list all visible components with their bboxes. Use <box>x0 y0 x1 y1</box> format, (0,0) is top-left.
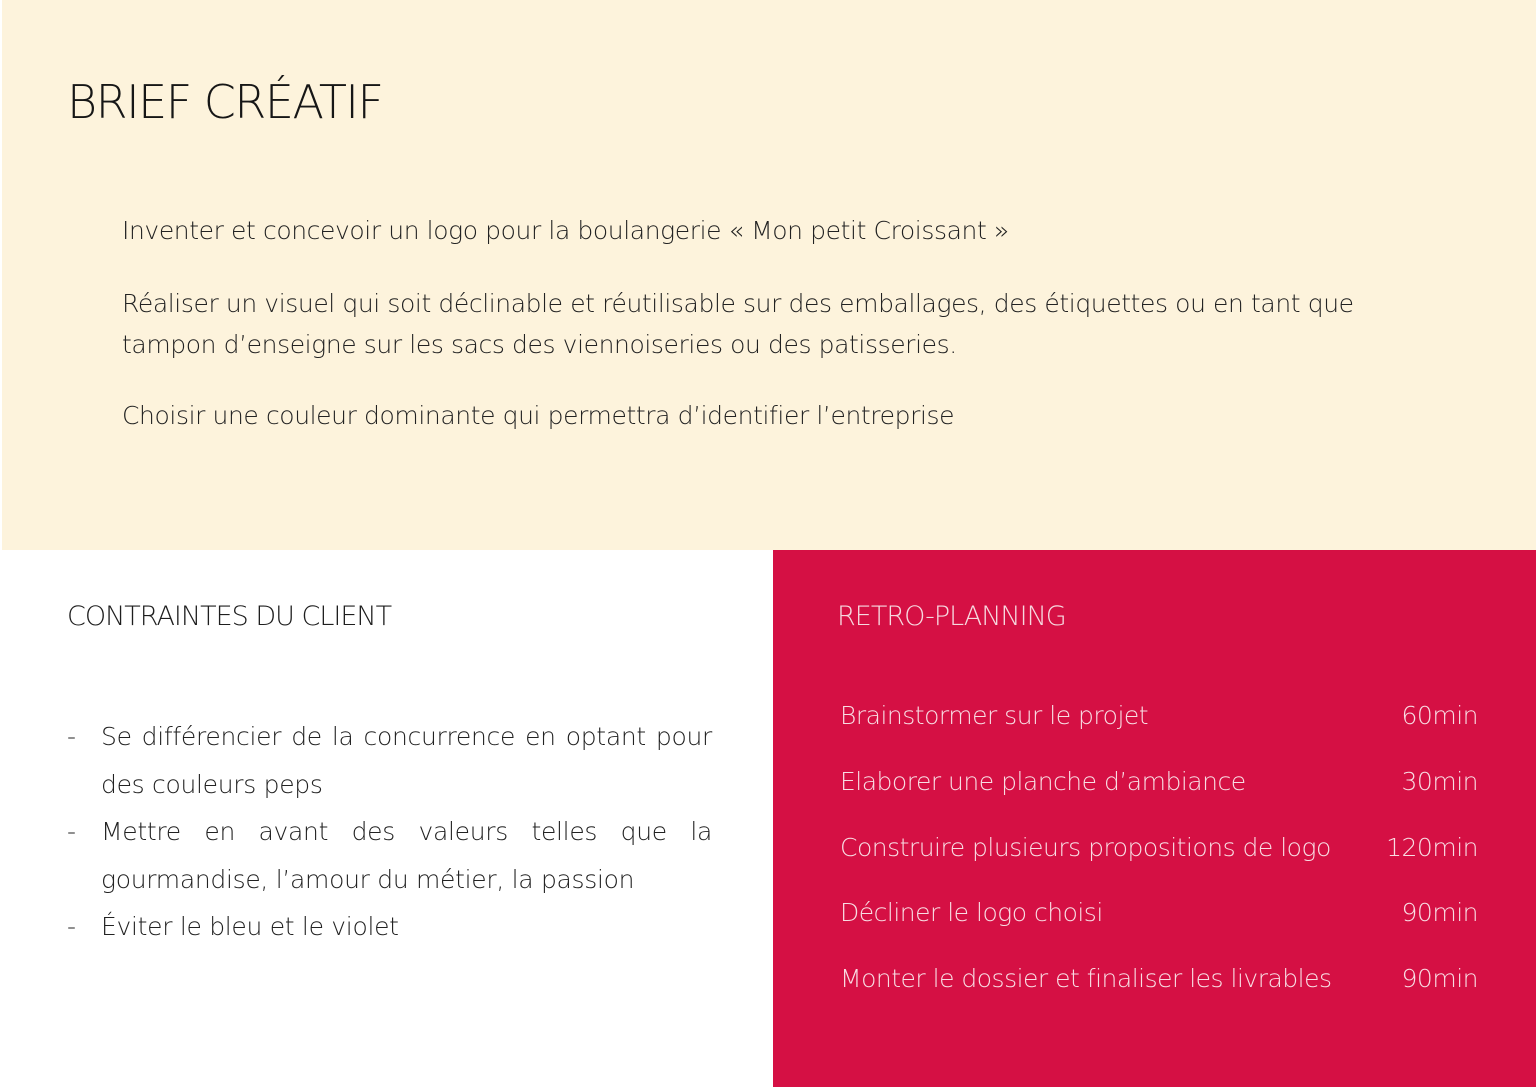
task-duration: 60min <box>1401 700 1478 730</box>
planning-row <box>840 827 1478 867</box>
constraint-item <box>67 713 712 808</box>
task-duration: 120min <box>1386 832 1478 862</box>
task-label: Construire plusieurs propositions de logo <box>840 832 1331 862</box>
brief-paragraph-visual: Réaliser un visuel qui soit déclinable et réutilisable sur des emballages, des étiquettes ou en tant que tampon d’enseigne sur les sacs des viennoiseries ou des patisseries. <box>122 289 1354 359</box>
task-label: Décliner le logo choisi <box>840 897 1103 927</box>
planning-heading: RETRO-PLANNING <box>837 601 1066 632</box>
constraint-text: Éviter le bleu et le violet <box>101 912 399 941</box>
task-duration: 30min <box>1401 766 1478 796</box>
bullet-dash: - <box>67 817 76 846</box>
constraint-text: Mettre en avant des valeurs telles que la gourmandise, l’amour du métier, la passion <box>101 817 712 894</box>
task-label: Brainstormer sur le projet <box>840 700 1149 730</box>
constraints-list <box>67 713 712 951</box>
planning-row <box>840 892 1478 932</box>
planning-row <box>840 958 1478 998</box>
task-label: Elaborer une planche d’ambiance <box>840 766 1246 796</box>
constraint-text: Se différencier de la concurrence en optant pour des couleurs peps <box>101 722 712 799</box>
constraint-item <box>67 903 712 951</box>
constraints-heading: CONTRAINTES DU CLIENT <box>67 601 392 632</box>
planning-row <box>840 695 1478 735</box>
page-title: BRIEF CRÉATIF <box>67 75 383 129</box>
bullet-dash: - <box>67 912 76 941</box>
bullet-dash: - <box>67 722 76 751</box>
constraint-item <box>67 808 712 903</box>
task-label: Monter le dossier et finaliser les livrables <box>840 963 1332 993</box>
task-duration: 90min <box>1401 963 1478 993</box>
brief-paragraph-logo: Inventer et concevoir un logo pour la boulangerie « Mon petit Croissant » <box>122 216 1009 245</box>
brief-paragraph-color: Choisir une couleur dominante qui permettra d’identifier l’entreprise <box>122 401 955 430</box>
planning-row <box>840 761 1478 801</box>
task-duration: 90min <box>1401 897 1478 927</box>
